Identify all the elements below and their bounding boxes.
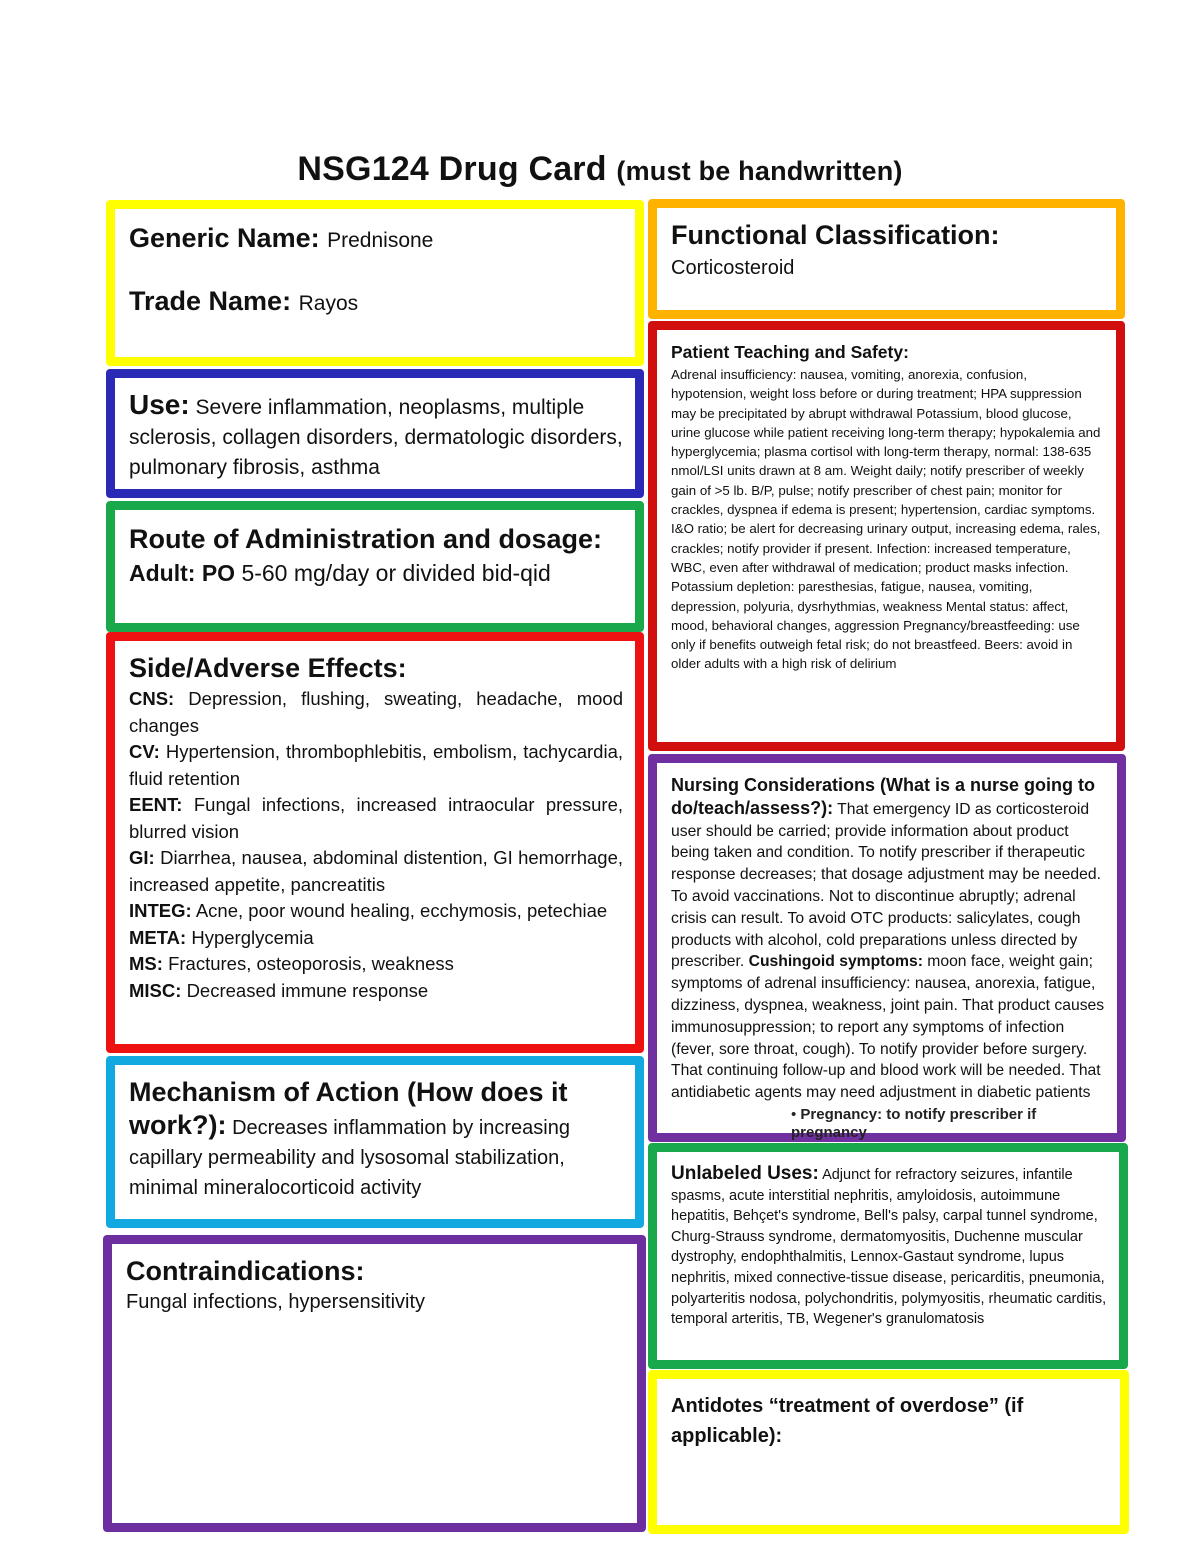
nursing-label: Nursing Considerations (What is a nurse going to do/teach/assess?): [671, 775, 1096, 818]
generic-name-value: Prednisone [327, 229, 434, 252]
antidotes-box [648, 1370, 1129, 1534]
side-effect-text: Diarrhea, nausea, abdominal distention, GI hemorrhage, increased appetite, pancreatitis [129, 847, 623, 895]
classification-box [648, 199, 1125, 319]
side-effects-box [106, 632, 644, 1053]
side-effect-text: Depression, flushing, sweating, headache, mood changes [129, 688, 623, 736]
mechanism-box [106, 1056, 644, 1228]
antidotes-label: Antidotes “treatment of overdose” (if applicable): [671, 1395, 1024, 1447]
mechanism-section [129, 1077, 623, 1203]
route-dosage-line [129, 560, 623, 587]
teaching-box [648, 321, 1125, 751]
trade-name-line [129, 286, 623, 317]
nursing-section [671, 775, 1105, 1104]
side-effect-label: MISC: [129, 979, 182, 1001]
side-effect-misc [129, 978, 623, 1005]
side-effect-label: GI: [129, 847, 155, 868]
side-effect-gi [129, 845, 623, 898]
use-text: Severe inflammation, neoplasms, multiple sclerosis, collagen disorders, dermatologic disorders, pulmonary fibrosis, asthma [129, 396, 623, 479]
mechanism-text: Decreases inflammation by increasing capillary permeability and lysosomal stabilization, minimal mineralocorticoid activity [129, 1117, 570, 1199]
side-effect-label: MS: [129, 953, 163, 974]
nursing-bullet-text: Pregnancy: to notify prescriber if pregnancy [791, 1105, 1037, 1141]
teaching-label: Patient Teaching and Safety: [671, 342, 909, 362]
route-adult-label: Adult: [129, 560, 196, 586]
nursing-bullet: • Pregnancy: to notify prescriber if pregnancy [791, 1105, 1037, 1141]
trade-name-value: Rayos [298, 292, 359, 315]
route-dose: 5-60 mg/day or divided bid-qid [241, 560, 551, 586]
side-effect-text: Acne, poor wound healing, ecchymosis, petechiae [195, 900, 608, 921]
nursing-text-b: moon face, weight gain; symptoms of adrenal insufficiency: nausea, anorexia, fatigue, dizziness, dyspnea, weakness, joint pain. That product causes immunosuppression; to report any symptoms of infection (fever, sore throat, cough). To notify provider before surgery. That continuing follow-up and blood work will be needed. That antidiabetic agents may need adjustment in diabetic patients [671, 953, 1105, 1102]
side-effect-text: Fractures, osteoporosis, weakness [168, 953, 454, 974]
side-effect-meta [129, 925, 623, 952]
cushingoid-label: Cushingoid symptoms: [748, 953, 923, 971]
route-po-label: PO [201, 560, 236, 586]
use-section [129, 390, 623, 483]
use-label: Use: [129, 389, 190, 420]
classification-label: Functional Classification: [671, 220, 1000, 250]
side-effect-text: Hypertension, thrombophlebitis, embolism, tachycardia, fluid retention [129, 741, 623, 789]
nursing-box [648, 754, 1126, 1142]
side-effect-label: CV: [129, 741, 160, 762]
side-effects-label: Side/Adverse Effects: [129, 653, 407, 683]
side-effect-label: INTEG: [129, 900, 192, 921]
side-effect-text: Hyperglycemia [191, 926, 314, 948]
route-box [106, 501, 644, 632]
mechanism-label: Mechanism of Action (How does it work?): [129, 1077, 568, 1140]
title-note: (must be handwritten) [616, 156, 903, 186]
side-effect-ms [129, 951, 623, 978]
page-title [0, 150, 1200, 189]
nursing-text-a: That emergency ID as corticosteroid user should be carried; provide information about product being taken and condition. To notify prescriber if therapeutic response decreases; that dosage adjustment may be needed. To avoid vaccinations. Not to discontinue abruptly; adrenal crisis can result. To avoid OTC products: salicylates, cough products with alcohol, cold preparations unless directed by prescriber. [671, 800, 1101, 971]
side-effect-label: CNS: [129, 688, 175, 709]
side-effect-cv [129, 739, 623, 792]
side-effect-integ [129, 898, 623, 925]
use-box [106, 369, 644, 498]
trade-name-label: Trade Name: [129, 286, 292, 316]
side-effect-eent [129, 792, 623, 845]
unlabeled-section [671, 1164, 1107, 1330]
unlabeled-box [648, 1143, 1128, 1369]
side-effect-cns [129, 686, 623, 739]
route-label: Route of Administration and dosage: [129, 524, 603, 554]
side-effect-text: Decreased immune response [186, 979, 429, 1001]
classification-text: Corticosteroid [671, 257, 795, 279]
contraindications-label: Contraindications: [126, 1256, 365, 1286]
contraindications-text: Fungal infections, hypersensitivity [126, 1291, 426, 1313]
title-main: NSG124 Drug Card [297, 150, 607, 188]
teaching-text: Adrenal insufficiency: nausea, vomiting, anorexia, confusion, hypotension, weight loss before or during treatment; HPA suppression may be precipitated by abrupt withdrawal Potassium, blood glucose, urine glucose while patient receiving long-term therapy; hypokalemia and hyperglycemia; plasma cortisol with long-term therapy, normal: 138-635 nmol/LSI units drawn at 8 am. Weight daily; notify prescriber of weekly gain of >5 lb. B/P, pulse; notify prescriber of chest pain; monitor for crackles, dyspnea if edema is present; hypertension, cardiac symptoms. I&O ratio; be alert for decreasing urinary output, increasing edema, rales, crackles; notify provider if present. Infection: increased temperature, WBC, even after withdrawal of medication; product masks infection. Potassium depletion: paresthesias, fatigue, nausea, vomiting, depression, polyuria, dysrhythmias, weakness Mental status: affect, mood, behavioral changes, aggression Pregnancy/breastfeeding: use only if benefits outweigh fetal risk; do not breastfeed. Beers: avoid in older adults with a high risk of delirium [671, 367, 1101, 672]
names-box [106, 200, 644, 366]
side-effect-text: Fungal infections, increased intraocular pressure, blurred vision [129, 794, 623, 842]
side-effect-label: EENT: [129, 794, 183, 815]
generic-name-label: Generic Name: [129, 223, 320, 253]
unlabeled-text: Adjunct for refractory seizures, infantile spasms, acute interstitial nephritis, amyloidosis, autoimmune hepatitis, Behçet's syndrome, Bell's palsy, carpal tunnel syndrome, Churg-Strauss syndrome, dermatomyositis, Duchenne muscular dystrophy, endophthalmitis, Lennox-Gastaut syndrome, lupus nephritis, mixed connective-tissue disease, pericarditis, pneumonia, polyarteritis nodosa, polychondritis, polymyositis, rheumatic carditis, temporal arteritis, TB, Wegener's granulomatosis [671, 1167, 1107, 1328]
side-effect-label: META: [129, 926, 187, 948]
contraindications-box [103, 1235, 646, 1532]
generic-name-line [129, 223, 623, 254]
unlabeled-label: Unlabeled Uses: [671, 1163, 819, 1184]
